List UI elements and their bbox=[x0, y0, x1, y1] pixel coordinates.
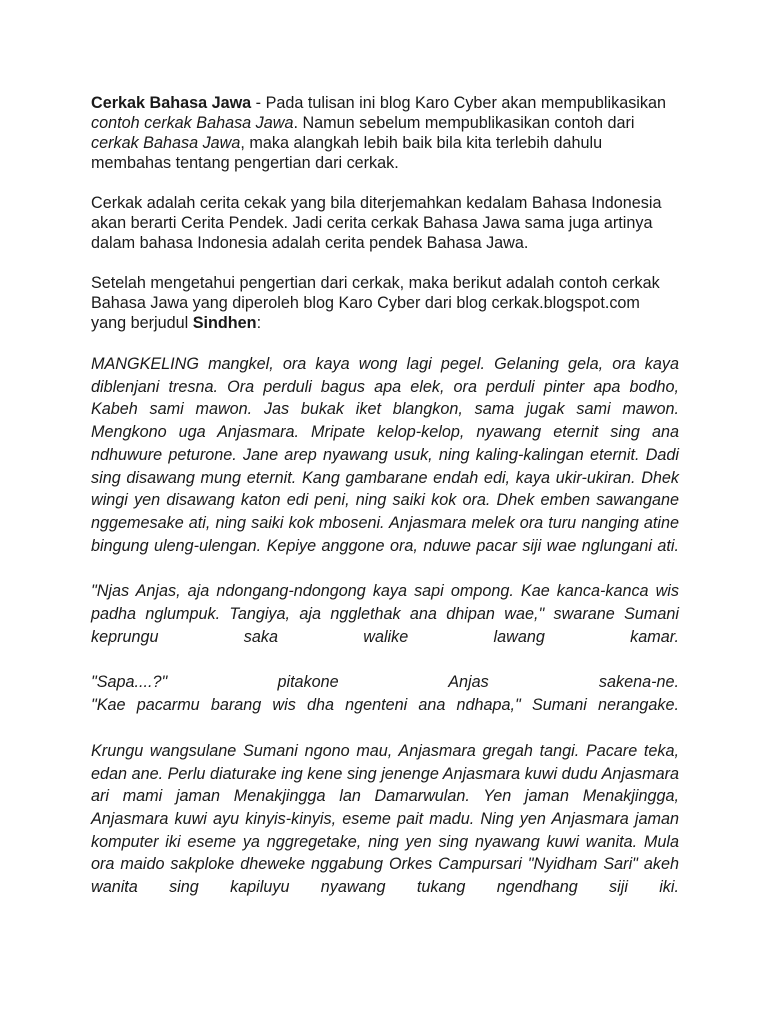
document-page bbox=[91, 93, 679, 922]
intro-text: Setelah mengetahui pengertian dari cerkak, maka berikut adalah contoh cerkak Bahasa Jawa yang diperoleh blog Karo Cyber dari blog cerkak.blogspot.com yang berjudul bbox=[91, 274, 660, 332]
story-paragraph-4: Krungu wangsulane Sumani ngono mau, Anjasmara gregah tangi. Pacare teka, edan ane. Perlu diaturake ing kene sing jenenge Anjasmara kuwi dudu Anjasmara ari mami jaman Menakjingga lan Damarwulan. Yen jaman Menakjingga, Anjasmara kuwi ayu kinyis-kinyis, eseme pait madu. Ning yen Anjasmara jaman komputer iki eseme ya nggregetake, ning yen sing nyawang kuwi wanita. Mula ora maido sakploke dheweke nggabung Orkes Campursari "Nyidham Sari" akeh wanita sing kapiluyu nyawang tukang ngendhang siji iki. bbox=[91, 741, 679, 897]
intro-paragraph-3 bbox=[91, 273, 679, 333]
intro-emphasis: cerkak Bahasa Jawa bbox=[91, 134, 241, 152]
intro-emphasis: contoh cerkak Bahasa Jawa bbox=[91, 114, 294, 132]
intro-text: . Namun sebelum mempublikasikan contoh dari bbox=[293, 114, 635, 132]
story-line-question: "Sapa....?" pitakone Anjas sakena-ne. bbox=[91, 673, 679, 692]
intro-paragraph-2: Cerkak adalah cerita cekak yang bila diterjemahkan kedalam Bahasa Indonesia akan berarti Cerita Pendek. Jadi cerita cerkak Bahasa Jawa sama juga artinya dalam bahasa Indonesia adalah cerita pendek Bahasa Jawa. bbox=[91, 194, 662, 252]
story-body bbox=[91, 353, 679, 899]
story-paragraph-1: MANGKELING mangkel, ora kaya wong lagi pegel. Gelaning gela, ora kaya diblenjani tresna. Ora perduli bagus apa elek, ora perduli pinter apa bodho, Kabeh sami mawon. Jas bukak iket blangkon, sama jugak sami mawon. Mengkono uga Anjasmara. Mripate kelop-kelop, nyawang eternit sing ana ndhuwure peturone. Jane arep nyawang usuk, ning kaling-kalingan eternit. Dadi sing disawang mung eternit. Kang gambarane endah edi, kaya ukir-ukiran. Dhek wingi yen disawang katon edi peni, ning saiki kok ora. Dhek emben sawangane nggemesake ati, ning saiki kok mboseni. Anjasmara melek ora turu nanging atine bingung uleng-ulengan. Kepiye anggone ora, nduwe pacar siji wae nglungani ati. bbox=[91, 355, 679, 555]
story-title: Sindhen bbox=[192, 314, 257, 332]
intro-text: , maka alangkah lebih baik bila kita terlebih dahulu membahas tentang pengertian dari cerkak. bbox=[91, 134, 603, 172]
story-line-answer: "Kae pacarmu barang wis dha ngenteni ana ndhapa," Sumani nerangake. bbox=[91, 696, 679, 715]
article-intro bbox=[91, 93, 679, 333]
intro-text: - Pada tulisan ini blog Karo Cyber akan mempublikasikan bbox=[251, 94, 666, 112]
story-paragraph-2: "Njas Anjas, aja ndongang-ndongong kaya sapi ompong. Kae kanca-kanca wis padha nglumpuk. Tangiya, aja ngglethak ana dhipan wae," swarane Sumani keprungu saka walike lawang kamar. bbox=[91, 582, 679, 646]
story-paragraph-3 bbox=[91, 671, 679, 716]
intro-paragraph-1 bbox=[91, 93, 679, 173]
intro-text: : bbox=[256, 314, 262, 332]
article-title: Cerkak Bahasa Jawa bbox=[91, 94, 252, 112]
